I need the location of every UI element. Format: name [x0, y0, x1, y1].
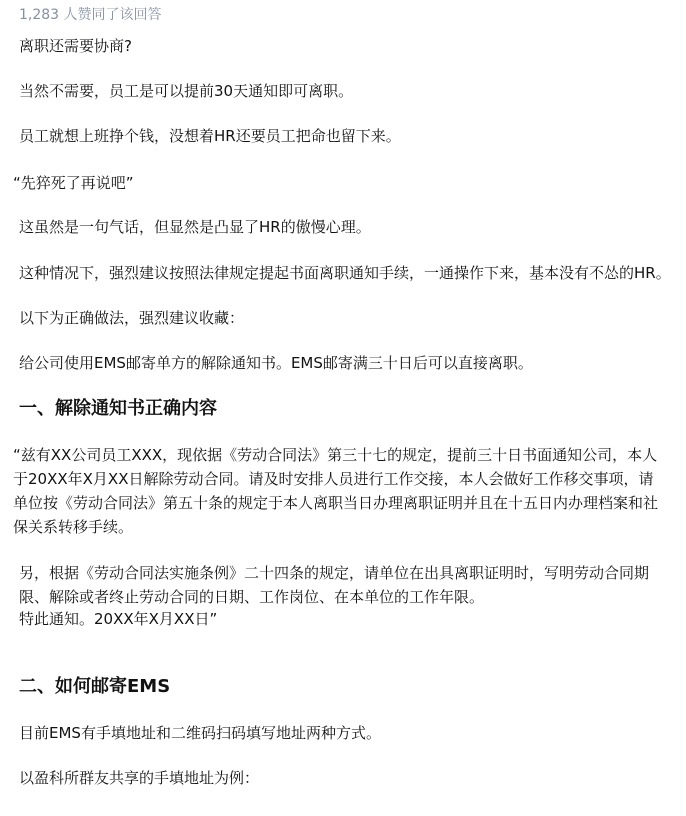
paragraph-ems-notice: 给公司使用EMS邮寄单方的解除通知书。EMS邮寄满三十日后可以直接离职。 — [19, 354, 533, 372]
upvote-count[interactable]: 1,283 人赞同了该回答 — [19, 7, 162, 23]
paragraph-address-example: 以盈科所群友共享的手填地址为例： — [19, 769, 260, 787]
paragraph-hr-attitude: 这虽然是一句气话，但显然是凸显了HR的傲慢心理。 — [19, 218, 371, 236]
quote-notice-body: “兹有XX公司员工XXX，现依据《劳动合同法》第三十七的规定，提前三十日书面通知公司，本人于20XX年X月XX日解除劳动合同。请及时安排人员进行工作交接，本人会做好工作移交事项，请单位按《劳动合同法》第五十条的规定于本人离职当日办理离职证明并且在十五日内办理档案和社保关系转移手续。 — [13, 446, 659, 536]
section-heading-ems: 二、如何邮寄EMS — [19, 676, 171, 697]
quote-notice-closing: 特此通知。20XX年X月XX日” — [19, 610, 218, 628]
paragraph-intro-question: 离职还需要协商? — [19, 37, 132, 55]
quote-notice-supplement: 另，根据《劳动合同法实施条例》二十四条的规定，请单位在出具离职证明时，写明劳动合同期限、解除或者终止劳动合同的日期、工作岗位、在本单位的工作年限。 — [19, 564, 650, 606]
paragraph-notice-30-days: 当然不需要，员工是可以提前30天通知即可离职。 — [19, 82, 354, 100]
paragraph-quote: “先猝死了再说吧” — [13, 174, 134, 192]
paragraph-recommendation: 这种情况下，强烈建议按照法律规定提起书面离职通知手续，一通操作下来，基本没有不怂的HR。 — [19, 264, 671, 282]
paragraph-correct-method: 以下为正确做法，强烈建议收藏： — [19, 309, 245, 327]
section-heading-notice-content: 一、解除通知书正确内容 — [19, 398, 217, 419]
paragraph-ems-methods: 目前EMS有手填地址和二维码扫码填写地址两种方式。 — [19, 724, 381, 742]
paragraph-employee-work: 员工就想上班挣个钱，没想着HR还要员工把命也留下来。 — [19, 127, 401, 145]
